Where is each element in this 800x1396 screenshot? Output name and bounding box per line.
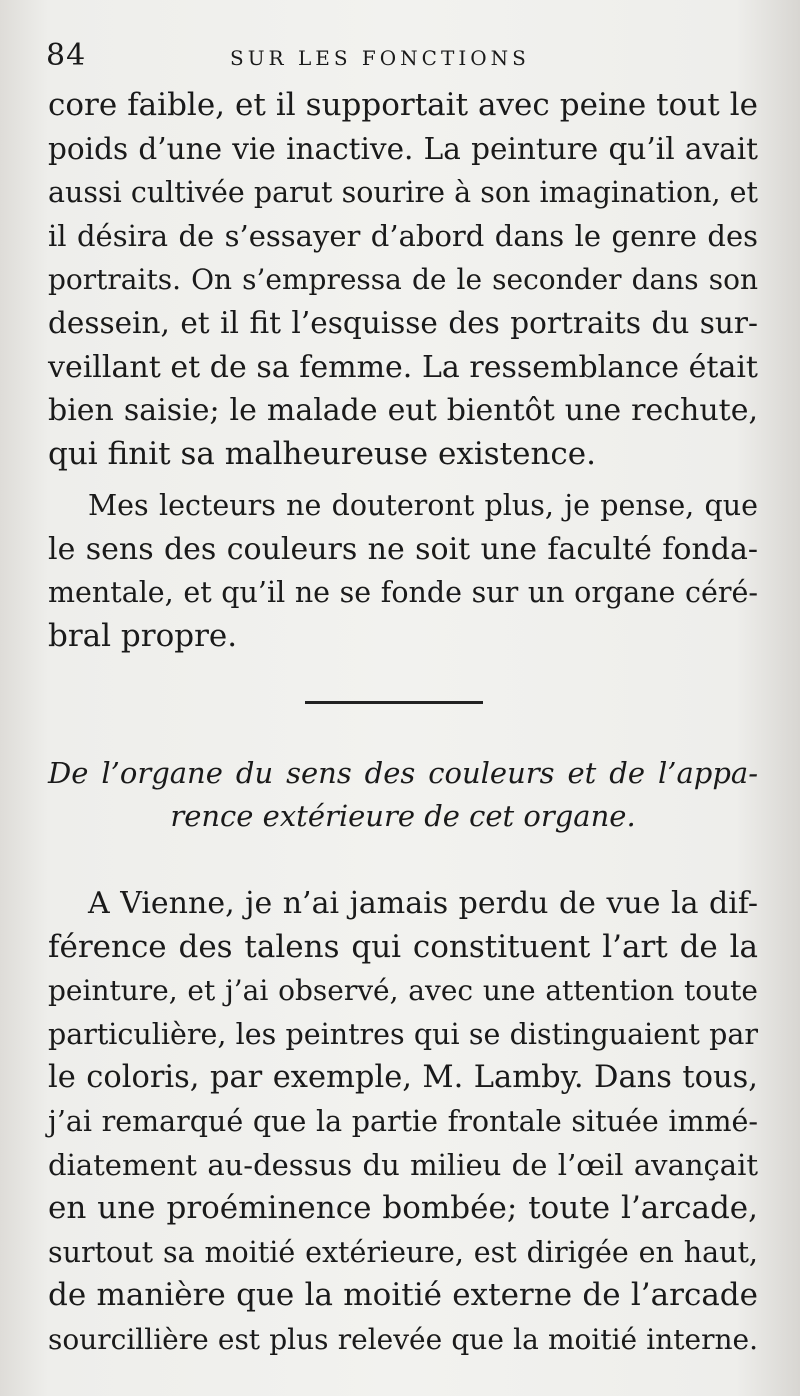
text-line: dessein, et il fit l’esquisse des portraits du sur- (48, 305, 758, 340)
section-heading-line: De l’organe du sens des couleurs et de l’appa- (48, 756, 758, 790)
text-line: veillant et de sa femme. La ressemblance était (48, 349, 758, 385)
text-line: aussi cultivée parut sourire à son imagination, et (48, 176, 758, 210)
section-heading-line: rence extérieure de cet organe. (170, 799, 636, 833)
text-line: core faible, et il supportait avec peine tout le (48, 87, 758, 123)
text-line: Mes lecteurs ne douteront plus, je pense, que (88, 489, 758, 522)
text-line: il désira de s’essayer d’abord dans le genre des (48, 218, 758, 253)
paragraph-3 (48, 882, 758, 1362)
text-line: poids d’une vie inactive. La peinture qu’il avait (48, 131, 758, 166)
text-line: férence des talens qui constituent l’art de la (48, 928, 758, 965)
text-line: portraits. On s’empressa de le seconder dans son (48, 263, 758, 297)
text-line: mentale, et qu’il ne se fonde sur un organe céré- (48, 576, 758, 610)
text-line: de manière que la moitié externe de l’arcade (48, 1277, 758, 1314)
text-line: sourcillière est plus relevée que la moitié interne. (48, 1322, 758, 1356)
text-line: qui finit sa malheureuse existence. (48, 435, 596, 472)
text-line: le sens des couleurs ne soit une faculté fonda- (48, 531, 758, 567)
text-line: A Vienne, je n’ai jamais perdu de vue la dif- (88, 886, 758, 921)
paragraph-1 (48, 84, 758, 476)
paragraph-2 (48, 484, 758, 658)
text-line: peinture, et j’ai observé, avec une attention toute (48, 974, 758, 1008)
running-head: SUR LES FONCTIONS (230, 46, 530, 70)
text-line: bral propre. (48, 617, 238, 654)
section-divider (305, 701, 483, 704)
text-line: surtout sa moitié extérieure, est dirigée en haut, (48, 1235, 758, 1269)
page-number: 84 (46, 38, 87, 73)
text-line: le coloris, par exemple, M. Lamby. Dans tous, (48, 1060, 758, 1096)
text-line: particulière, les peintres qui se distinguaient par (48, 1017, 758, 1051)
text-line: bien saisie; le malade eut bientôt une rechute, (48, 393, 758, 429)
page-header (46, 36, 760, 76)
section-heading (48, 752, 758, 838)
text-line: diatement au-dessus du milieu de l’œil avançait (48, 1147, 758, 1182)
text-line: en une proéminence bombée; toute l’arcade, (48, 1190, 758, 1227)
text-line: j’ai remarqué que la partie frontale située immé- (48, 1104, 758, 1138)
